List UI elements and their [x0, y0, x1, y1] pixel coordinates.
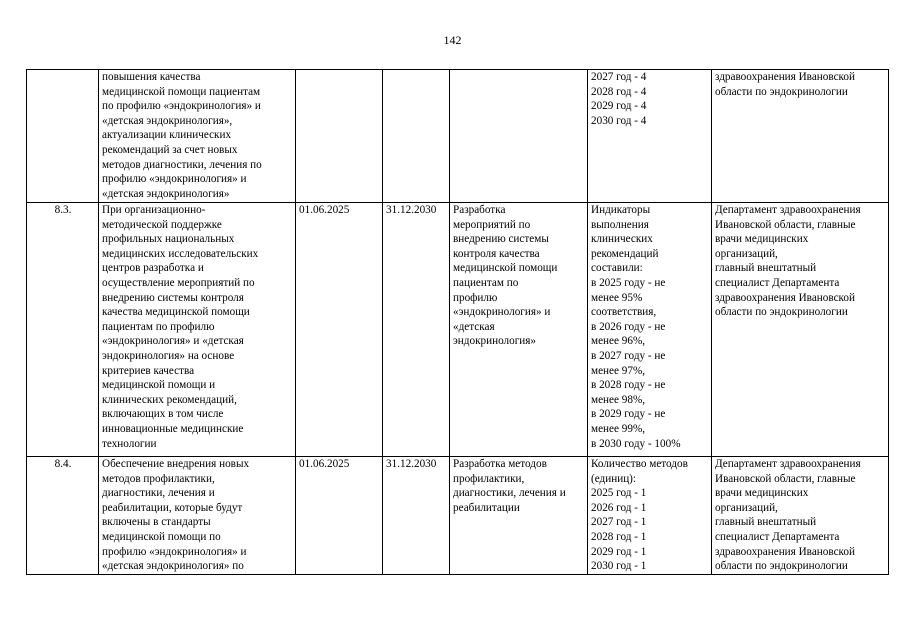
indicator-cell: 2027 год - 4 2028 год - 4 2029 год - 4 2030 год - 4: [588, 70, 712, 203]
responsible-cell: Департамент здравоохранения Ивановской области, главные врачи медицинских организаций, главный внештатный специалист Департамента здравоохранения Ивановской области по эндокринологии: [712, 203, 889, 457]
table-row: [27, 457, 889, 575]
action-plan-table: [26, 69, 889, 575]
page-number: 142: [443, 33, 462, 47]
result-cell: [450, 70, 588, 203]
indicator-cell: Индикаторы выполнения клинических рекомендаций составили: в 2025 году - не менее 95% соответствия, в 2026 году - не менее 96%, в 2027 году - не менее 97%, в 2028 году - не менее 98%, в 2029 году - не менее 99%, в 2030 году - 100%: [588, 203, 712, 457]
action-cell: При организационно- методической поддержке профильных национальных медицинских исследовательских центров разработка и осуществление мероприятий по внедрению системы контроля качества медицинской помощи пациентам по профилю «эндокринология» и «детская эндокринология» на основе критериев качества медицинской помощи и клинических рекомендаций, включающих в том числе инновационные медицинские технологии: [99, 203, 296, 457]
start-date-cell: 01.06.2025: [296, 457, 383, 575]
item-number-cell: 8.4.: [27, 457, 99, 575]
end-date-cell: 31.12.2030: [383, 203, 450, 457]
table-row: [27, 203, 889, 457]
result-cell: Разработка методов профилактики, диагностики, лечения и реабилитации: [450, 457, 588, 575]
action-cell: Обеспечение внедрения новых методов профилактики, диагностики, лечения и реабилитации, которые будут включены в стандарты медицинской помощи по профилю «эндокринология» и «детская эндокринология» по: [99, 457, 296, 575]
action-cell: повышения качества медицинской помощи пациентам по профилю «эндокринология» и «детская эндокринология», актуализации клинических рекомендаций за счет новых методов диагностики, лечения по профилю «эндокринология» и «детская эндокринология»: [99, 70, 296, 203]
end-date-cell: 31.12.2030: [383, 457, 450, 575]
item-number-cell: [27, 70, 99, 203]
table-row: [27, 70, 889, 203]
item-number-cell: 8.3.: [27, 203, 99, 457]
indicator-cell: Количество методов (единиц): 2025 год - 1 2026 год - 1 2027 год - 1 2028 год - 1 2029 год - 1 2030 год - 1: [588, 457, 712, 575]
start-date-cell: [296, 70, 383, 203]
end-date-cell: [383, 70, 450, 203]
responsible-cell: здравоохранения Ивановской области по эндокринологии: [712, 70, 889, 203]
result-cell: Разработка мероприятий по внедрению системы контроля качества медицинской помощи пациентам по профилю «эндокринология» и «детская эндокринология»: [450, 203, 588, 457]
start-date-cell: 01.06.2025: [296, 203, 383, 457]
responsible-cell: Департамент здравоохранения Ивановской области, главные врачи медицинских организаций, главный внештатный специалист Департамента здравоохранения Ивановской области по эндокринологии: [712, 457, 889, 575]
